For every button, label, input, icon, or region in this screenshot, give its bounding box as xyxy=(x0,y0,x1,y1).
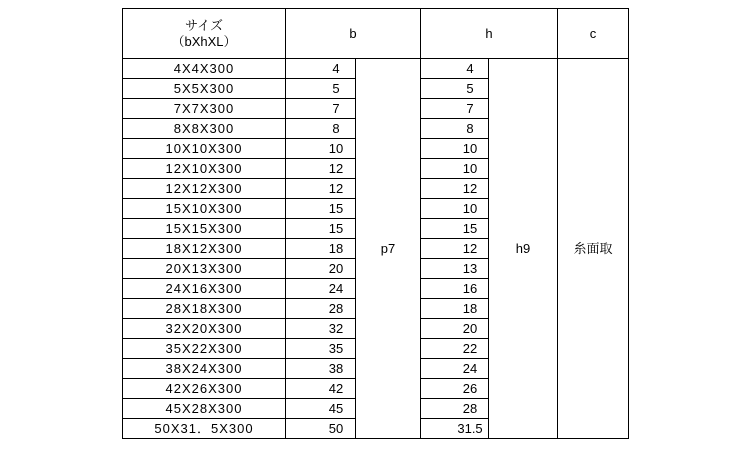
header-size-label: サイズ xyxy=(185,17,223,33)
b-value-cell: 15 xyxy=(286,219,356,239)
b-value-cell: 7 xyxy=(286,99,356,119)
b-value-cell: 5 xyxy=(286,79,356,99)
header-size xyxy=(123,9,286,59)
size-cell: 15X15X300 xyxy=(123,219,286,239)
size-cell: 18X12X300 xyxy=(123,239,286,259)
header-h: h xyxy=(421,9,558,59)
b-value-cell: 10 xyxy=(286,139,356,159)
size-cell: 15X10X300 xyxy=(123,199,286,219)
b-value-cell: 35 xyxy=(286,339,356,359)
b-tolerance-cell: p7 xyxy=(356,59,421,439)
size-cell: 32X20X300 xyxy=(123,319,286,339)
size-cell: 42X26X300 xyxy=(123,379,286,399)
h-tolerance-cell: h9 xyxy=(489,59,558,439)
size-cell: 10X10X300 xyxy=(123,139,286,159)
size-cell: 8X8X300 xyxy=(123,119,286,139)
b-value-cell: 32 xyxy=(286,319,356,339)
b-value-cell: 45 xyxy=(286,399,356,419)
size-cell: 12X12X300 xyxy=(123,179,286,199)
h-value-cell: 10 xyxy=(421,199,489,219)
b-value-cell: 18 xyxy=(286,239,356,259)
size-cell: 7X7X300 xyxy=(123,99,286,119)
h-value-cell: 18 xyxy=(421,299,489,319)
b-value-cell: 24 xyxy=(286,279,356,299)
size-cell: 35X22X300 xyxy=(123,339,286,359)
chamfer-cell: 糸面取 xyxy=(558,59,629,439)
b-value-cell: 12 xyxy=(286,159,356,179)
size-cell: 20X13X300 xyxy=(123,259,286,279)
b-value-cell: 8 xyxy=(286,119,356,139)
header-size-format: （bXhXL） xyxy=(171,33,237,49)
header-row xyxy=(123,9,629,59)
h-value-cell: 7 xyxy=(421,99,489,119)
h-value-cell: 10 xyxy=(421,159,489,179)
b-value-cell: 12 xyxy=(286,179,356,199)
h-value-cell: 31.5 xyxy=(421,419,489,439)
size-cell: 50X31．5X300 xyxy=(123,419,286,439)
b-value-cell: 42 xyxy=(286,379,356,399)
h-value-cell: 24 xyxy=(421,359,489,379)
b-value-cell: 20 xyxy=(286,259,356,279)
h-value-cell: 12 xyxy=(421,239,489,259)
h-value-cell: 10 xyxy=(421,139,489,159)
b-value-cell: 28 xyxy=(286,299,356,319)
b-value-cell: 50 xyxy=(286,419,356,439)
h-value-cell: 4 xyxy=(421,59,489,79)
h-value-cell: 8 xyxy=(421,119,489,139)
b-value-cell: 4 xyxy=(286,59,356,79)
header-c: c xyxy=(558,9,629,59)
size-cell: 38X24X300 xyxy=(123,359,286,379)
size-cell: 4X4X300 xyxy=(123,59,286,79)
b-value-cell: 38 xyxy=(286,359,356,379)
h-value-cell: 26 xyxy=(421,379,489,399)
size-cell: 24X16X300 xyxy=(123,279,286,299)
h-value-cell: 12 xyxy=(421,179,489,199)
spec-table xyxy=(122,8,629,439)
size-cell: 28X18X300 xyxy=(123,299,286,319)
h-value-cell: 16 xyxy=(421,279,489,299)
h-value-cell: 13 xyxy=(421,259,489,279)
h-value-cell: 20 xyxy=(421,319,489,339)
h-value-cell: 15 xyxy=(421,219,489,239)
b-value-cell: 15 xyxy=(286,199,356,219)
size-cell: 45X28X300 xyxy=(123,399,286,419)
table-row xyxy=(123,59,629,79)
header-b: b xyxy=(286,9,421,59)
size-cell: 5X5X300 xyxy=(123,79,286,99)
h-value-cell: 5 xyxy=(421,79,489,99)
h-value-cell: 22 xyxy=(421,339,489,359)
h-value-cell: 28 xyxy=(421,399,489,419)
size-cell: 12X10X300 xyxy=(123,159,286,179)
